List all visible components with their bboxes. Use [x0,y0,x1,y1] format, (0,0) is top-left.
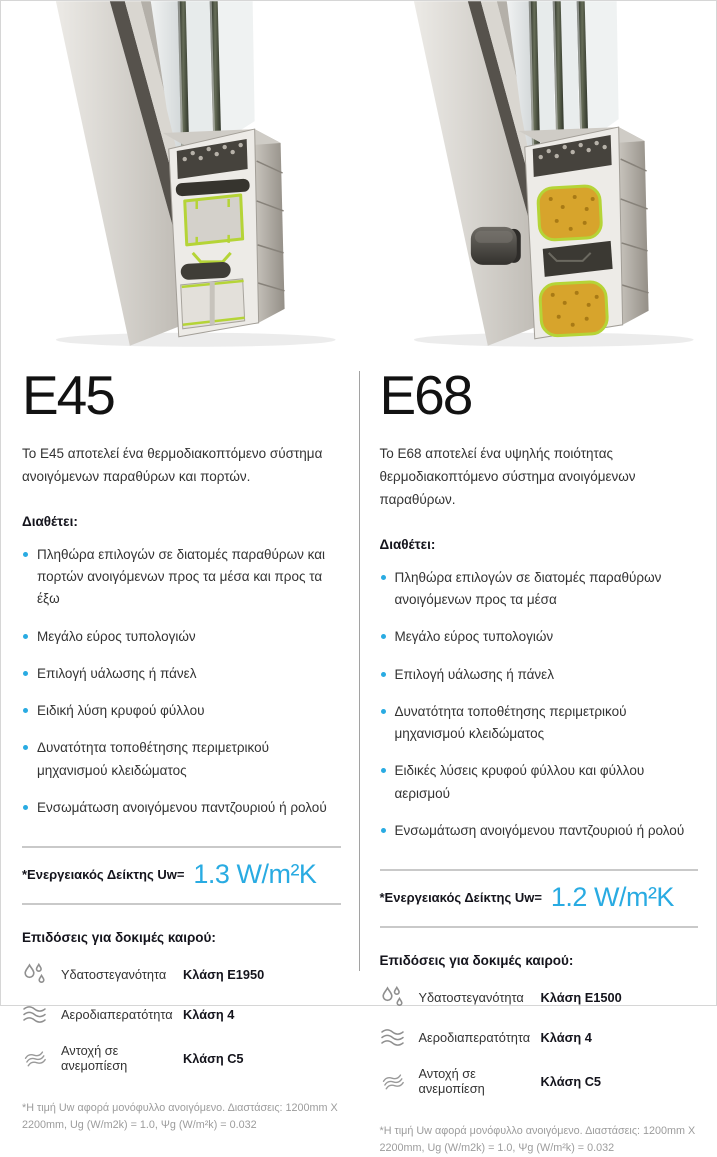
performance-heading: Επιδόσεις για δοκιμές καιρού: [22,930,216,946]
bullet-icon [23,671,28,676]
water-drops-icon [22,963,48,985]
bullet-icon [23,745,28,750]
energy-index [22,846,341,905]
e68-content [359,363,717,1157]
air-waves-icon [380,1026,406,1048]
feature-item [22,544,341,611]
wind-waves-icon [380,1070,406,1092]
energy-index-value: 1.3 W/m²K [193,859,317,890]
feature-text: Δυνατότητα τοποθέτησης περιμετρικού μηχανισμού κλειδώματος [37,740,269,778]
wind-waves-icon [22,1047,48,1069]
feature-item [380,567,699,612]
performance-row-air-permeability [22,1003,341,1025]
performance-label: Αεροδιαπερατότητα [61,1006,173,1022]
feature-text: Επιλογή υάλωσης ή πάνελ [394,666,554,682]
feature-item [380,760,699,805]
bullet-icon [381,575,386,580]
performance-value: Κλάση 4 [540,1029,592,1045]
performance-label: Υδατοστεγανότητα [61,966,167,982]
e68-product-image [359,1,717,349]
feature-item [22,737,341,782]
performance-table [380,986,699,1096]
energy-index-label: *Ενεργειακός Δείκτης Uw= [22,867,185,883]
water-drops-icon [380,986,406,1008]
aluminium-profile-e45-illustration [1,1,359,349]
features-list [22,544,341,819]
bullet-icon [381,828,386,833]
footnote: *Η τιμή Uw αφορά μονόφυλλο ανοιγόμενο. Διαστάσεις: 1200mm X 2200mm, Ug (W/m2k) = 1.0, Ψg (W/m²k) = 0.032 [379,1125,696,1154]
feature-text: Δυνατότητα τοποθέτησης περιμετρικού μηχανισμού κλειδώματος [394,703,627,742]
performance-row-wind-resistance [22,1043,341,1073]
feature-text: Ενσωμάτωση ανοιγόμενου παντζουριού ή ρολού [394,822,685,838]
feature-item [22,700,341,722]
feature-item [22,797,341,819]
bullet-icon [381,709,386,714]
feature-text: Ειδικές λύσεις κρυφού φύλλου και φύλλου αερισμού [394,763,645,801]
feature-text: Μεγάλο εύρος τυπολογιών [394,629,554,645]
bullet-icon [381,768,386,773]
footnote: *Η τιμή Uw αφορά μονόφυλλο ανοιγόμενο. Διαστάσεις: 1200mm X 2200mm, Ug (W/m2k) = 1.0, Ψg (W/m²k) = 0.032 [22,1102,338,1131]
product-description: Το E45 αποτελεί ένα θερμοδιακοπτόμενο σύστημα ανοιγόμενων παραθύρων και πορτών. [22,446,323,484]
e45-content [1,363,359,1134]
product-column-e45 [1,1,359,1131]
performance-value: Κλάση E1500 [540,989,622,1005]
energy-index-value: 1.2 W/m²K [550,882,674,913]
performance-row-air-permeability [380,1026,699,1048]
product-column-e68 [359,1,717,1154]
product-title: E68 [379,364,472,426]
feature-item [22,663,341,685]
performance-label: Αντοχή σε ανεμοπίεση [61,1043,128,1074]
performance-label: Αεροδιαπερατότητα [418,1029,531,1045]
performance-table [22,963,341,1073]
product-title: E45 [22,364,114,426]
energy-index-label: *Ενεργειακός Δείκτης Uw= [379,890,542,906]
feature-item [380,701,699,746]
bullet-icon [381,672,386,677]
bullet-icon [23,805,28,810]
features-heading: Διαθέτει: [22,513,78,529]
air-waves-icon [22,1003,48,1025]
features-heading: Διαθέτει: [379,536,436,552]
feature-text: Επιλογή υάλωσης ή πάνελ [37,665,197,681]
column-divider [359,371,360,971]
features-list [380,567,699,842]
bullet-icon [23,708,28,713]
e45-product-image [1,1,359,349]
performance-value: Κλάση E1950 [183,966,265,982]
performance-row-watertightness [380,986,699,1008]
feature-text: Πληθώρα επιλογών σε διατομές παραθύρων και πορτών ανοιγόμενων προς τα μέσα και προς τα έξω [37,546,326,607]
energy-index [380,869,699,928]
feature-item [22,626,341,648]
performance-value: Κλάση C5 [540,1073,602,1089]
feature-item [380,626,699,648]
bullet-icon [23,552,28,557]
performance-value: Κλάση 4 [183,1006,235,1022]
performance-label: Υδατοστεγανότητα [418,989,524,1005]
feature-text: Πληθώρα επιλογών σε διατομές παραθύρων ανοιγόμενων προς τα μέσα [394,569,662,608]
feature-text: Ενσωμάτωση ανοιγόμενου παντζουριού ή ρολού [37,800,327,815]
performance-row-wind-resistance [380,1066,699,1096]
feature-text: Μεγάλο εύρος τυπολογιών [37,628,196,644]
feature-item [380,664,699,686]
aluminium-profile-e68-illustration [359,1,717,349]
product-description: Το E68 αποτελεί ένα υψηλής ποιότητας θερμοδιακοπτόμενο σύστημα ανοιγόμενων παραθύρων. [379,446,636,507]
performance-value: Κλάση C5 [183,1050,244,1066]
feature-item [380,820,699,842]
bullet-icon [23,634,28,639]
performance-label: Αντοχή σε ανεμοπίεση [418,1066,485,1097]
performance-heading: Επιδόσεις για δοκιμές καιρού: [379,953,574,969]
performance-row-watertightness [22,963,341,985]
bullet-icon [381,634,386,639]
feature-text: Ειδική λύση κρυφού φύλλου [37,703,205,719]
